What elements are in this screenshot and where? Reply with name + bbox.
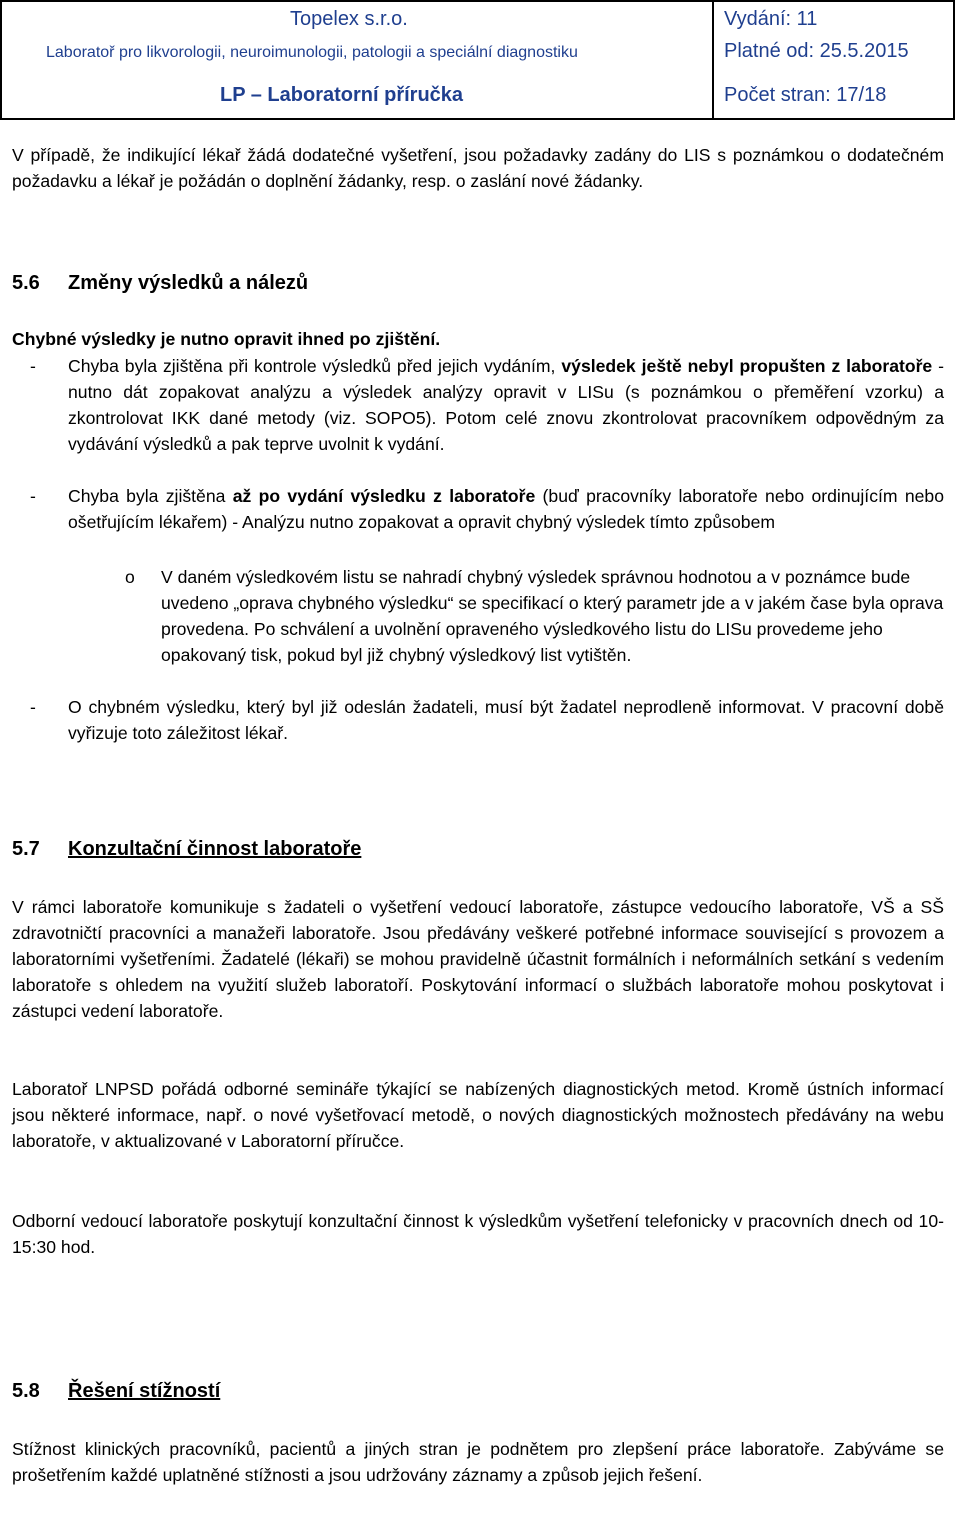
page-count: Počet stran: 17/18 bbox=[724, 84, 887, 106]
edition-number: Vydání: 11 bbox=[724, 8, 818, 30]
section-5-8-heading bbox=[12, 1380, 220, 1403]
section-5-6-subtitle: Chybné výsledky je nutno opravit ihned po zjištění. bbox=[12, 329, 441, 349]
consultation-paragraph-3: Odborní vedoucí laboratoře poskytují konzultační činnost k výsledkům vyšetření telefonicky v pracovních dnech od 10-15:30 hod. bbox=[12, 1211, 944, 1257]
section-number: 5.8 bbox=[12, 1380, 40, 1402]
section-number: 5.6 bbox=[12, 272, 40, 294]
section-5-7-heading bbox=[12, 838, 361, 861]
list-item-inform-requester: O chybném výsledku, který byl již odeslán žadateli, musí být žadatel neprodleně informovat. V pracovní době vyřizuje toto záležitost lékař. bbox=[68, 697, 944, 743]
laboratory-name: Laboratoř pro likvorologii, neuroimunologii, patologii a speciální diagnostiku bbox=[46, 44, 578, 61]
list-item-error-before-release: Chyba byla zjištěna při kontrole výsledků před jejich vydáním, výsledek ještě nebyl propušten z laboratoře - nutno dát zopakovat analýzu a výsledek analýzy opravit v LISu (s poznámkou o přeměření vzorku) a zkontrolovat IKK dané metody (viz. SOPO5). Potom celé znovu zkontrolovat pracovníkem odpovědným za vydávání výsledků a pak teprve uvolnit k vydání. bbox=[68, 356, 945, 454]
consultation-paragraph-1: V rámci laboratoře komunikuje s žadateli o vyšetření vedoucí laboratoře, zástupce vedoucího laboratoře, VŠ a SŠ zdravotničtí pracovníci a manažeři laboratoře. Jsou předávány veškeré potřebné informace související s provozem a laboratorními vyšetřeními. Žadatelé (lékaři) se mohou pravidelně účastnit formálních i neformálních setkání s vedením laboratoře s ohledem na využití služeb laboratoří. Poskytování informací o službách laboratoře mohou poskytovat i zástupci vedení laboratoře. bbox=[12, 897, 944, 1021]
header-divider bbox=[712, 2, 714, 118]
document-header bbox=[0, 0, 955, 120]
valid-from-date: Platné od: 25.5.2015 bbox=[724, 40, 909, 62]
sub-bullet: o bbox=[125, 567, 135, 587]
complaints-paragraph: Stížnost klinických pracovníků, pacientů a jiných stran je podnětem pro zlepšení práce laboratoře. Zabýváme se prošetřením každé uplatněné stížnosti a jsou udržovány záznamy a způsob jejich řešení. bbox=[12, 1439, 944, 1485]
section-title: Změny výsledků a nálezů bbox=[68, 272, 309, 294]
company-name: Topelex s.r.o. bbox=[290, 8, 408, 30]
list-dash: - bbox=[30, 486, 36, 506]
intro-paragraph: V případě, že indikující lékař žádá dodatečné vyšetření, jsou požadavky zadány do LIS s poznámkou o dodatečném požadavku a lékař je požádán o doplnění žádanky, resp. o zaslání nové žádanky. bbox=[12, 145, 944, 191]
sub-list-item-correction: V daném výsledkovém listu se nahradí chybný výsledek správnou hodnotou a v poznámce bude uvedeno „oprava chybného výsledku“ se specifikací o který parametr jde a v jakém čase byla oprava provedena. Po schválení a uvolnění opraveného výsledkového listu do LISu provedeme jeho opakovaný tisk, pokud byl již chybný výsledkový list vytištěn. bbox=[161, 567, 944, 665]
document-title: LP – Laboratorní příručka bbox=[220, 84, 464, 106]
section-5-6-heading bbox=[12, 272, 308, 295]
section-title: Řešení stížností bbox=[68, 1380, 221, 1402]
section-title: Konzultační činnost laboratoře bbox=[68, 838, 362, 860]
section-number: 5.7 bbox=[12, 838, 40, 860]
list-dash: - bbox=[30, 697, 36, 717]
list-item-error-after-release: Chyba byla zjištěna až po vydání výsledku z laboratoře (buď pracovníky laboratoře nebo ordinujícím nebo ošetřujícím lékařem) - Analýzu nutno zopakovat a opravit chybný výsledek tímto způsobem bbox=[68, 486, 944, 532]
list-dash: - bbox=[30, 356, 36, 376]
consultation-paragraph-2: Laboratoř LNPSD pořádá odborné semináře týkající se nabízených diagnostických metod. Kromě ústních informací jsou některé informace, např. o nové vyšetřovací metodě, o nových diagnostických možnostech předávány na webu laboratoře, v aktualizované v Laboratorní příručce. bbox=[12, 1079, 944, 1151]
